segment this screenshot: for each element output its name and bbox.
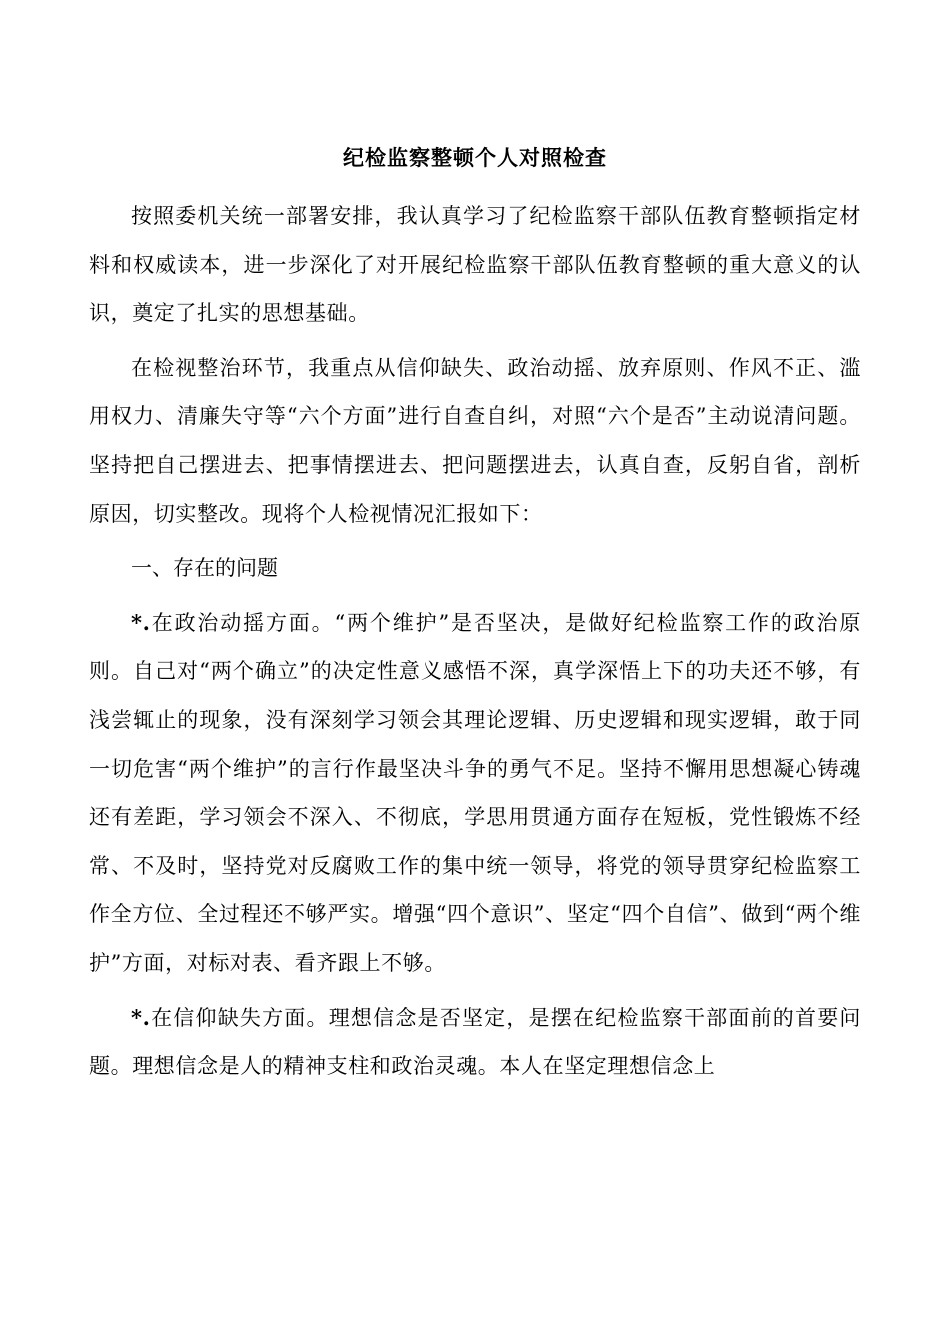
issue-item-1 (89, 599, 861, 988)
item-prefix: *. (131, 1004, 151, 1030)
issue-item-2 (89, 994, 861, 1091)
intro-paragraph-1 (89, 192, 861, 338)
item-text: 在政治动摇方面。“两个维护”是否坚决，是做好纪检监察工作的政治原则。自己对“两个确立”的决定性意义感悟不深，真学深悟上下的功夫还不够，有浅尝辄止的现象，没有深刻学习领会其理论逻辑、历史逻辑和现实逻辑，敢于同一切危害“两个维护”的言行作最坚决斗争的勇气不足。坚持不懈用思想凝心铸魂还有差距，学习领会不深入、不彻底，学思用贯通方面存在短板，党性锻炼不经常、不及时，坚持党对反腐败工作的集中统一领导，将党的领导贯穿纪检监察工作全方位、全过程还不够严实。增强“四个意识”、坚定“四个自信”、做到“两个维护”方面，对标对表、看齐跟上不够。 (89, 610, 861, 975)
intro-paragraph-2 (89, 344, 861, 538)
item-text: 在信仰缺失方面。理想信念是否坚定，是摆在纪检监察干部面前的首要问题。理想信念是人的精神支柱和政治灵魂。本人在坚定理想信念上 (89, 1005, 861, 1079)
paragraph-text: 按照委机关统一部署安排，我认真学习了纪检监察干部队伍教育整顿指定材料和权威读本，进一步深化了对开展纪检监察干部队伍教育整顿的重大意义的认识，奠定了扎实的思想基础。 (89, 204, 861, 326)
document-title: 纪检监察整顿个人对照检查 (343, 145, 607, 170)
item-prefix: *. (131, 609, 151, 635)
document-body (89, 138, 861, 1097)
paragraph-text: 在检视整治环节，我重点从信仰缺失、政治动摇、放弃原则、作风不正、滥用权力、清廉失守等“六个方面”进行自查自纠，对照“六个是否”主动说清问题。坚持把自己摆进去、把事情摆进去、把问题摆进去，认真自查，反躬自省，剖析原因，切实整改。现将个人检视情况汇报如下： (89, 355, 861, 526)
section-heading: 一、存在的问题 (131, 556, 278, 581)
